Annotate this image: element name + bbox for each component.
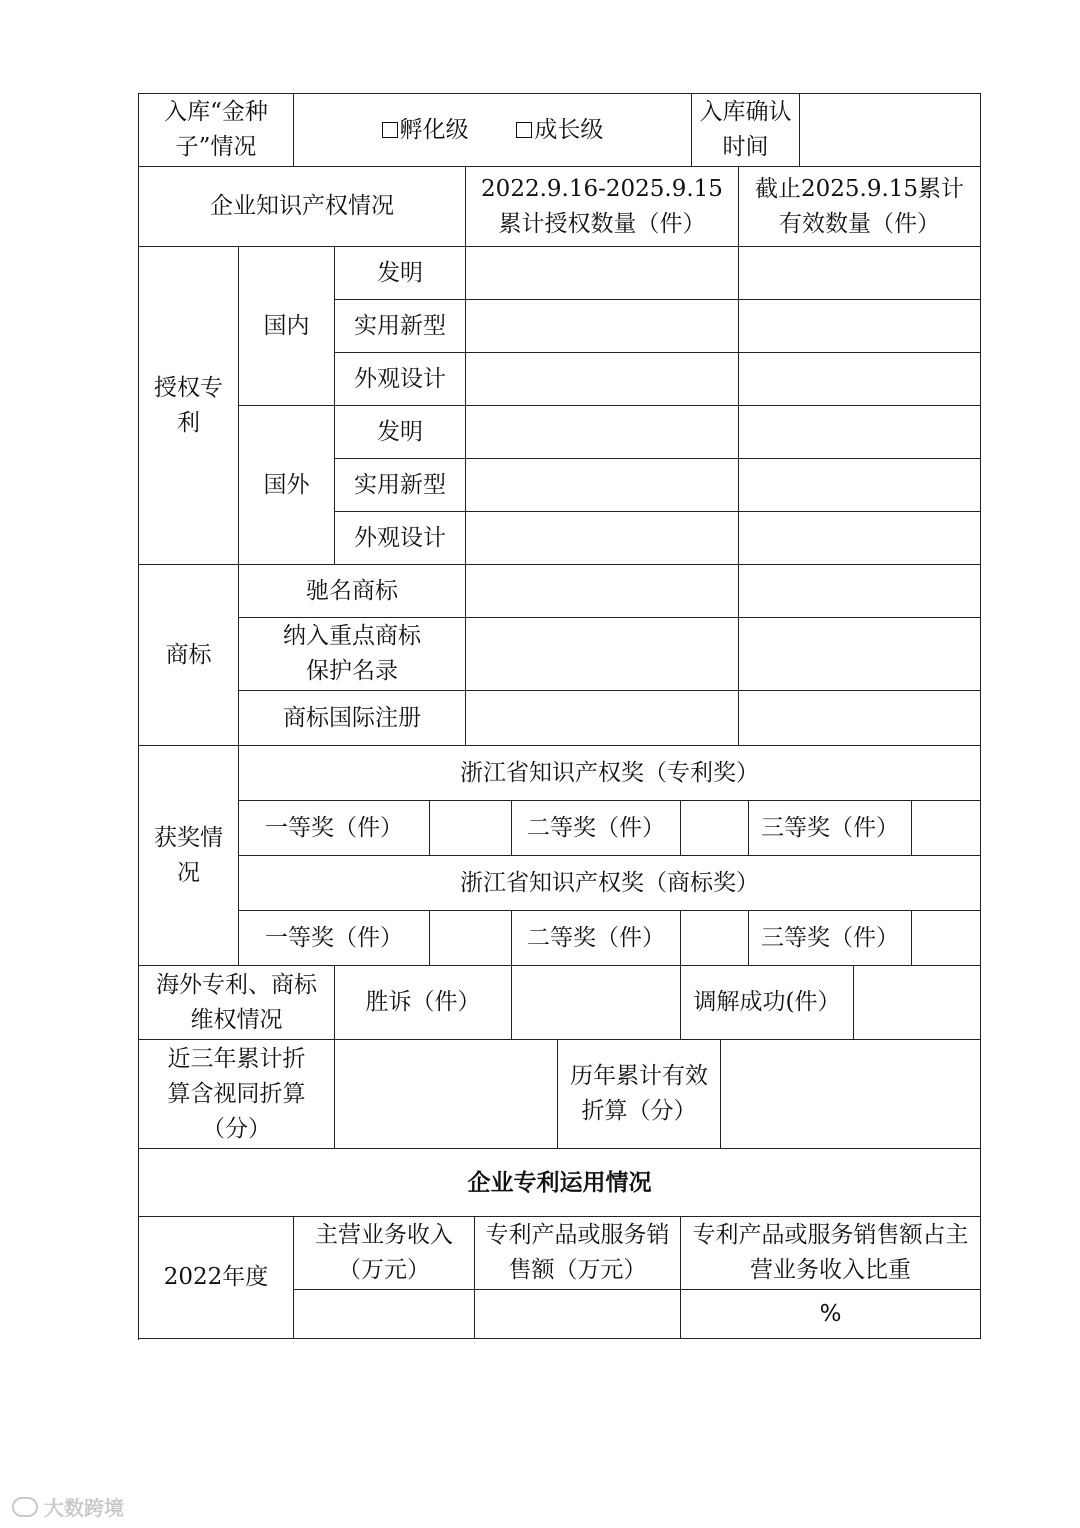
tm-intl: 商标国际注册 — [239, 691, 466, 746]
foreign-label: 国外 — [239, 406, 335, 565]
third-prize-label: 三等奖（件） — [749, 911, 912, 966]
won-label: 胜诉（件） — [335, 966, 512, 1040]
usage-title: 企业专利运用情况 — [139, 1149, 981, 1217]
foreign-utility: 实用新型 — [335, 459, 466, 512]
ip-col-valid: 截止2025.9.15累计有效数量（件） — [739, 167, 981, 247]
recent-three-label: 近三年累计折算含视同折算（分） — [139, 1040, 335, 1149]
input-cell[interactable] — [430, 801, 512, 856]
third-prize-label: 三等奖（件） — [749, 801, 912, 856]
first-prize-label: 一等奖（件） — [239, 911, 430, 966]
second-prize-label: 二等奖（件） — [512, 911, 681, 966]
input-cell[interactable] — [475, 1290, 681, 1339]
input-cell[interactable] — [466, 691, 739, 746]
foreign-invention: 发明 — [335, 406, 466, 459]
tm-key-protect: 纳入重点商标保护名录 — [239, 618, 466, 691]
input-cell[interactable] — [912, 911, 981, 966]
input-cell[interactable] — [466, 406, 739, 459]
trademark-label: 商标 — [139, 565, 239, 746]
input-cell[interactable] — [739, 618, 981, 691]
input-cell[interactable] — [739, 691, 981, 746]
second-prize-label: 二等奖（件） — [512, 801, 681, 856]
input-cell[interactable] — [739, 565, 981, 618]
input-cell[interactable] — [912, 801, 981, 856]
domestic-label: 国内 — [239, 247, 335, 406]
domestic-design: 外观设计 — [335, 353, 466, 406]
input-cell[interactable] — [466, 512, 739, 565]
year-label: 2022年度 — [139, 1217, 294, 1339]
form-table — [138, 93, 981, 1340]
first-prize-label: 一等奖（件） — [239, 801, 430, 856]
input-cell[interactable] — [430, 911, 512, 966]
input-cell[interactable] — [681, 801, 749, 856]
input-cell[interactable] — [739, 512, 981, 565]
award-tm-title: 浙江省知识产权奖（商标奖） — [239, 856, 981, 911]
input-cell[interactable] — [854, 966, 981, 1040]
confirm-time-label: 入库确认时间 — [692, 94, 800, 167]
patent-sales-label: 专利产品或服务销售额（万元） — [475, 1217, 681, 1290]
input-cell[interactable] — [681, 911, 749, 966]
input-cell[interactable] — [294, 1290, 475, 1339]
input-cell[interactable] — [721, 1040, 981, 1149]
domestic-utility: 实用新型 — [335, 300, 466, 353]
percent-cell[interactable]: % — [681, 1290, 981, 1339]
seed-options — [294, 94, 692, 167]
watermark-text: 大数跨境 — [44, 1496, 124, 1520]
patent-ratio-label: 专利产品或服务销售额占主营业务收入比重 — [681, 1217, 981, 1290]
input-cell[interactable] — [466, 565, 739, 618]
input-cell[interactable] — [466, 618, 739, 691]
mediation-label: 调解成功(件） — [681, 966, 854, 1040]
seed-label: 入库“金种子”情况 — [139, 94, 294, 167]
input-cell[interactable] — [739, 459, 981, 512]
option-growth-label: 成长级 — [534, 116, 604, 143]
input-cell[interactable] — [466, 353, 739, 406]
confirm-time-value[interactable] — [800, 94, 981, 167]
input-cell[interactable] — [739, 353, 981, 406]
input-cell[interactable] — [512, 966, 681, 1040]
ip-label: 企业知识产权情况 — [139, 167, 466, 247]
overseas-label: 海外专利、商标维权情况 — [139, 966, 335, 1040]
input-cell[interactable] — [739, 406, 981, 459]
foreign-design: 外观设计 — [335, 512, 466, 565]
input-cell[interactable] — [466, 300, 739, 353]
checkbox-icon[interactable] — [516, 122, 532, 138]
watermark-logo-icon — [12, 1497, 38, 1517]
tm-famous: 驰名商标 — [239, 565, 466, 618]
input-cell[interactable] — [335, 1040, 558, 1149]
option-incubation-label: 孵化级 — [399, 116, 469, 143]
main-income-label: 主营业务收入（万元） — [294, 1217, 475, 1290]
option-growth[interactable] — [516, 113, 603, 148]
input-cell[interactable] — [466, 459, 739, 512]
input-cell[interactable] — [739, 247, 981, 300]
history-label: 历年累计有效折算（分） — [558, 1040, 721, 1149]
option-incubation[interactable] — [382, 113, 469, 148]
checkbox-icon[interactable] — [382, 122, 398, 138]
award-patent-title: 浙江省知识产权奖（专利奖） — [239, 746, 981, 801]
domestic-invention: 发明 — [335, 247, 466, 300]
input-cell[interactable] — [739, 300, 981, 353]
ip-col-granted: 2022.9.16-2025.9.15累计授权数量（件） — [466, 167, 739, 247]
award-label: 获奖情况 — [139, 746, 239, 966]
watermark — [12, 1492, 124, 1521]
input-cell[interactable] — [466, 247, 739, 300]
patent-label: 授权专利 — [139, 247, 239, 565]
